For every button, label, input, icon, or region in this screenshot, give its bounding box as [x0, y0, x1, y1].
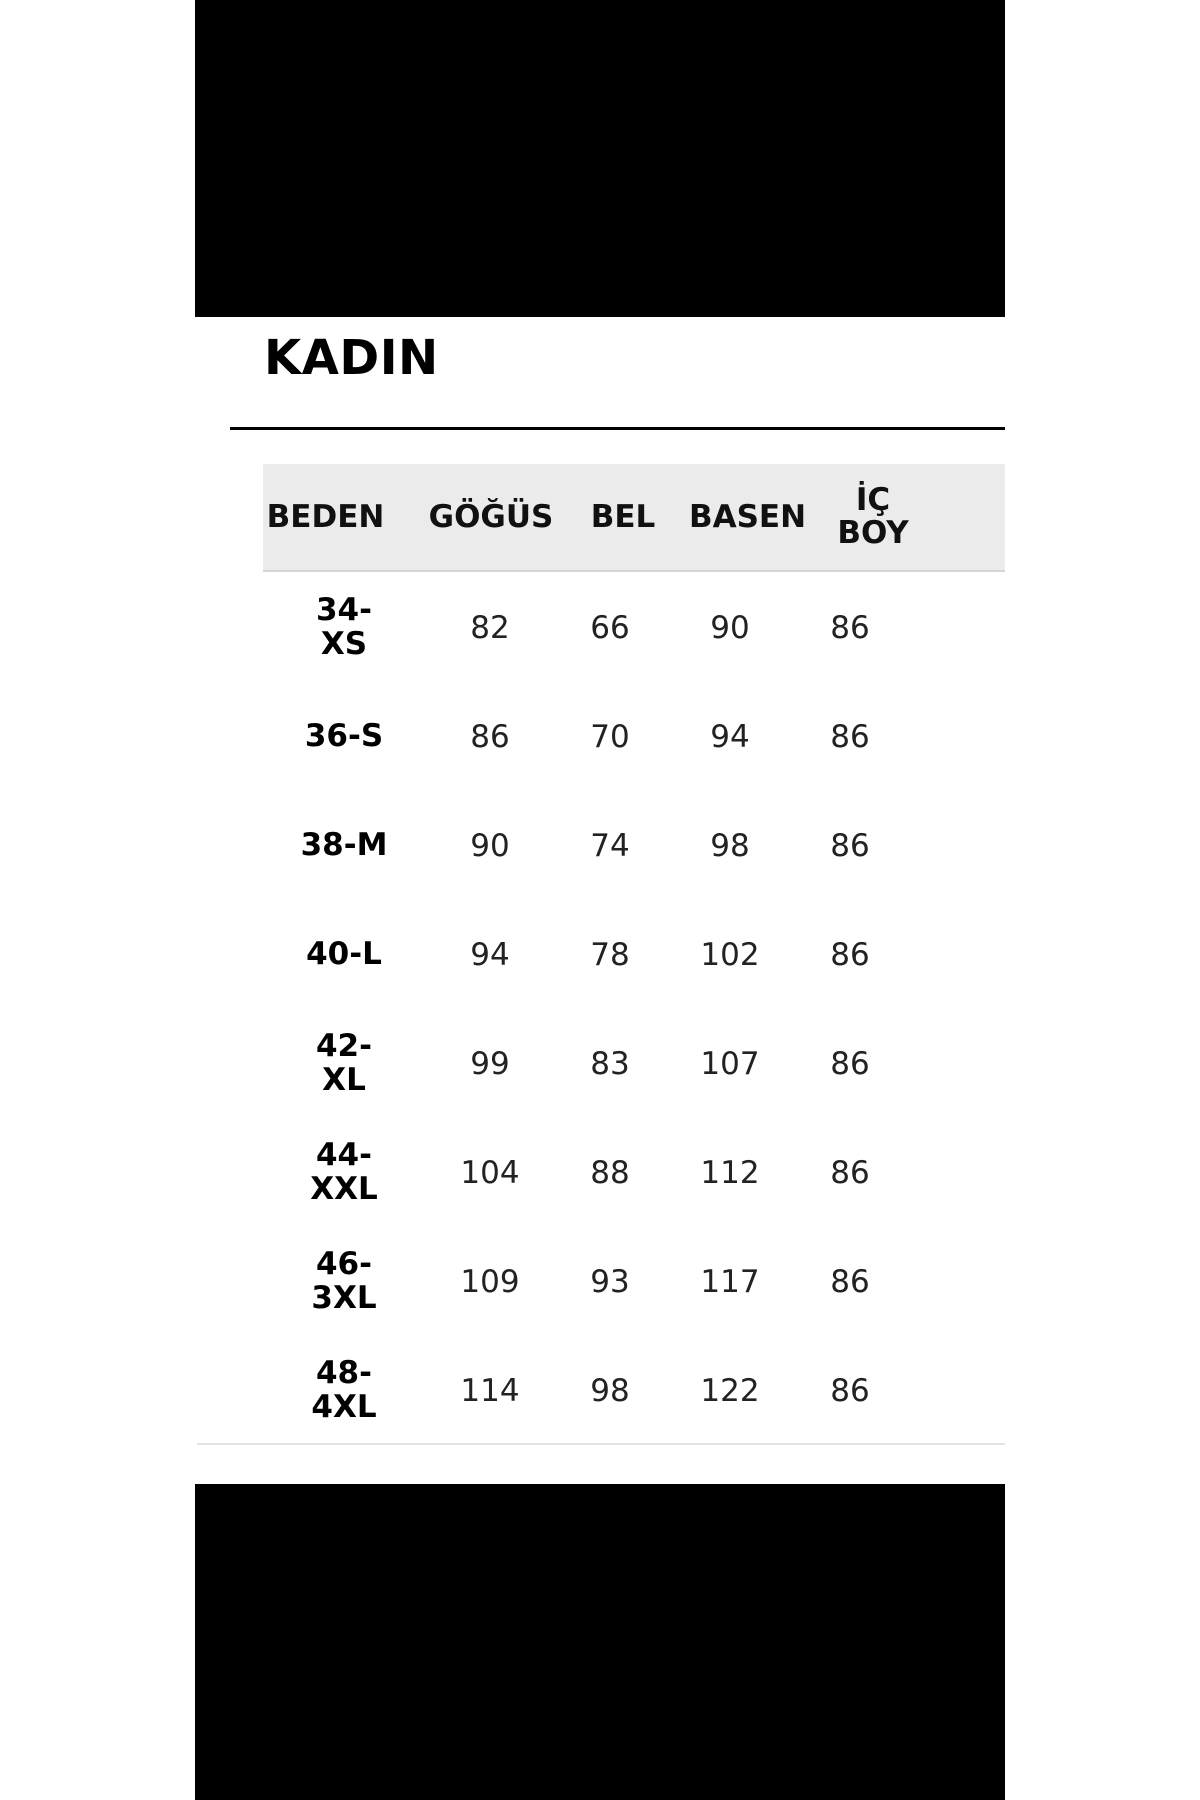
header-ic-boy: İÇ BOY [837, 482, 909, 551]
cell-size: 36-S [304, 717, 384, 754]
table-row [263, 682, 1005, 791]
table-row [263, 1336, 1005, 1445]
cell-gogus: 90 [470, 827, 510, 864]
top-black-bar [195, 0, 1005, 317]
table-row [263, 1009, 1005, 1118]
cell-gogus: 82 [470, 609, 510, 646]
cell-basen: 117 [700, 1263, 760, 1300]
cell-gogus: 94 [470, 936, 510, 973]
cell-gogus: 104 [460, 1154, 520, 1191]
cell-basen: 122 [700, 1372, 760, 1409]
cell-gogus: 86 [470, 718, 510, 755]
cell-basen: 94 [710, 718, 750, 755]
cell-size: 38-M [300, 826, 388, 863]
cell-size: 42- XL [315, 1028, 372, 1098]
cell-ic-boy: 86 [830, 609, 870, 646]
header-bel: BEL [590, 498, 656, 535]
cell-bel: 93 [590, 1263, 630, 1300]
table-row [263, 573, 1005, 682]
header-beden: BEDEN [266, 498, 385, 535]
cell-size: 46- 3XL [311, 1246, 377, 1316]
cell-bel: 78 [590, 936, 630, 973]
cell-ic-boy: 86 [830, 1263, 870, 1300]
bottom-black-bar [195, 1484, 1005, 1800]
cell-bel: 70 [590, 718, 630, 755]
cell-ic-boy: 86 [830, 1154, 870, 1191]
cell-ic-boy: 86 [830, 936, 870, 973]
cell-basen: 98 [710, 827, 750, 864]
cell-basen: 107 [700, 1045, 760, 1082]
title-divider [230, 427, 1005, 430]
cell-basen: 112 [700, 1154, 760, 1191]
cell-size: 48- 4XL [311, 1355, 377, 1425]
cell-basen: 102 [700, 936, 760, 973]
header-gogus: GÖĞÜS [428, 498, 554, 535]
cell-gogus: 114 [460, 1372, 520, 1409]
cell-bel: 66 [590, 609, 630, 646]
table-row [263, 791, 1005, 900]
table-bottom-divider [197, 1443, 1005, 1445]
table-row [263, 1227, 1005, 1336]
cell-size: 44- XXL [310, 1137, 378, 1207]
cell-ic-boy: 86 [830, 1372, 870, 1409]
cell-ic-boy: 86 [830, 718, 870, 755]
table-row [263, 1118, 1005, 1227]
cell-bel: 74 [590, 827, 630, 864]
table-row [263, 900, 1005, 1009]
cell-bel: 98 [590, 1372, 630, 1409]
cell-basen: 90 [710, 609, 750, 646]
page-title: KADIN [264, 330, 439, 386]
cell-ic-boy: 86 [830, 1045, 870, 1082]
table-header [263, 464, 1005, 572]
cell-size: 34- XS [315, 592, 372, 662]
header-basen: BASEN [688, 498, 807, 535]
cell-bel: 83 [590, 1045, 630, 1082]
cell-bel: 88 [590, 1154, 630, 1191]
cell-ic-boy: 86 [830, 827, 870, 864]
cell-gogus: 109 [460, 1263, 520, 1300]
cell-size: 40-L [306, 935, 382, 972]
cell-gogus: 99 [470, 1045, 510, 1082]
